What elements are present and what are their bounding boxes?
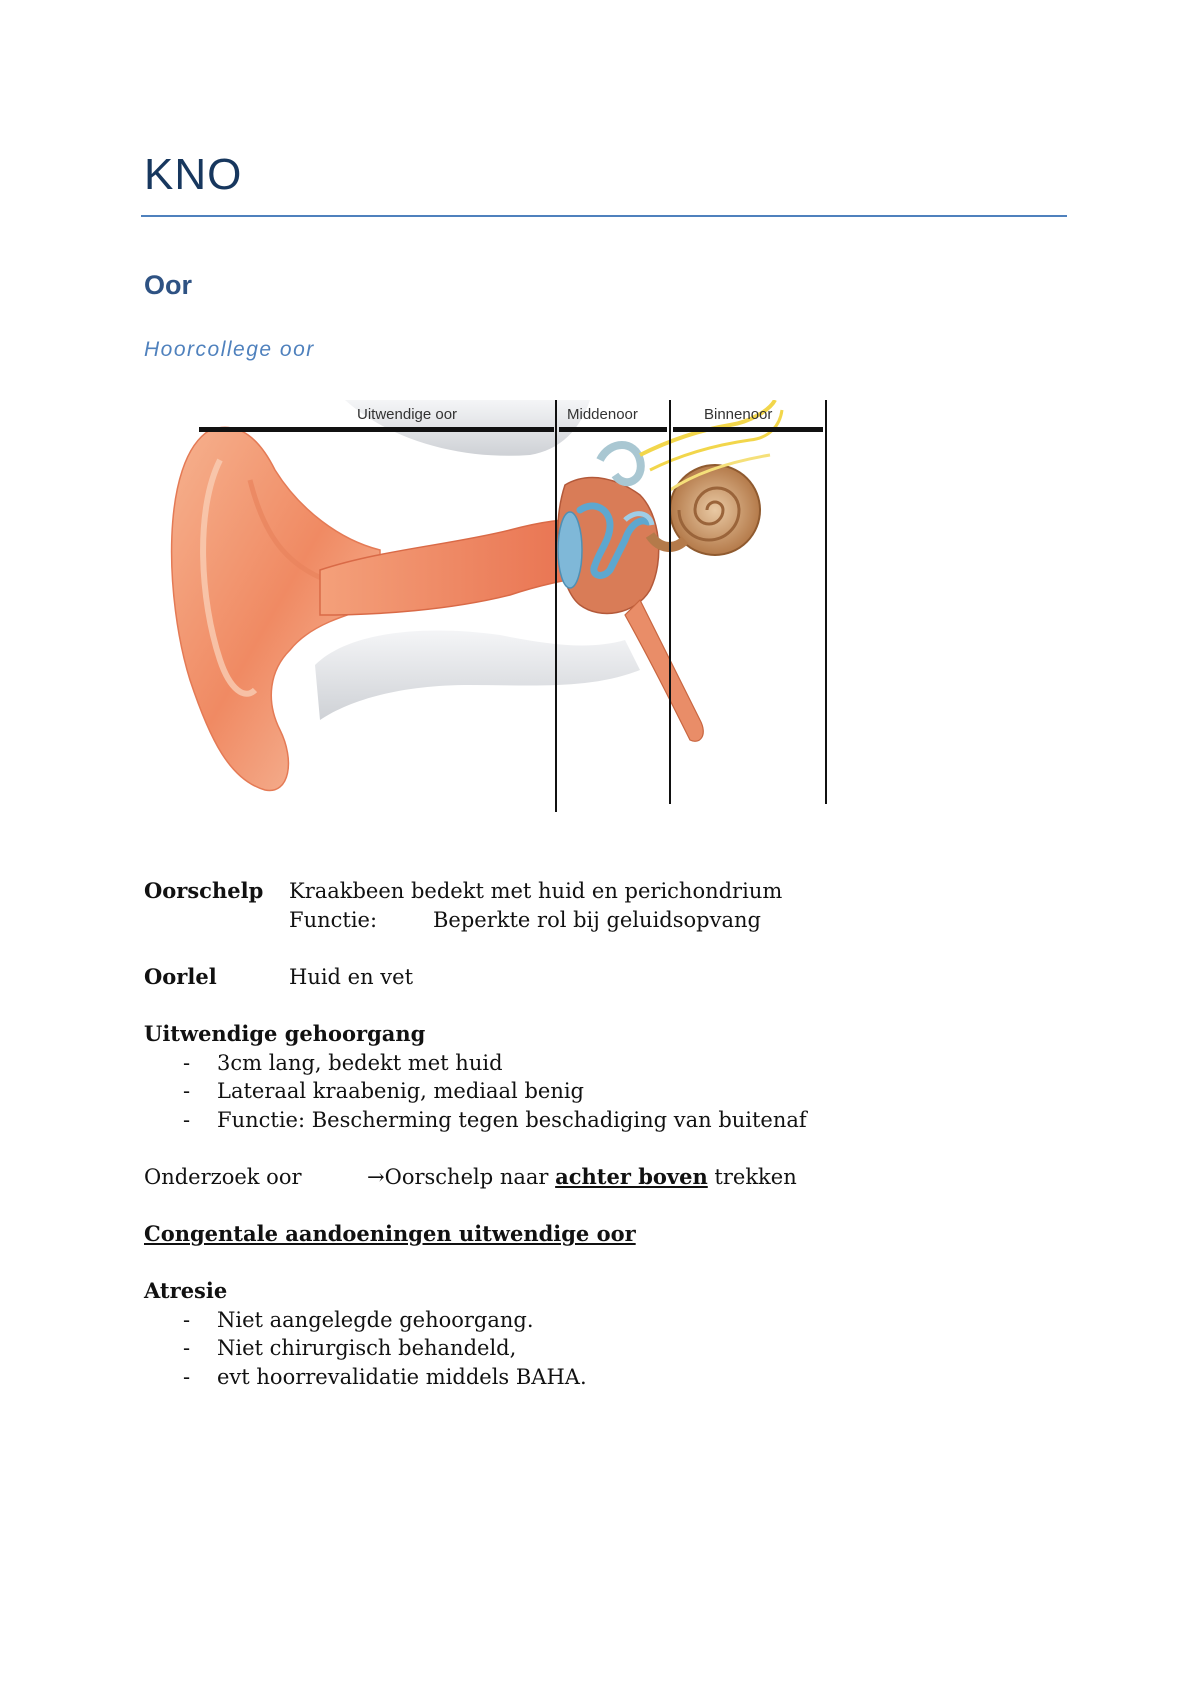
figure-label-uitwendige-oor: Uitwendige oor [357,406,458,423]
list-item-text: Lateraal kraabenig, mediaal benig [217,1079,584,1103]
subsection-heading-hoorcollege: Hoorcollege oor [144,338,315,361]
onderzoek-text-after: trekken [707,1165,797,1189]
list-item-text: evt hoorrevalidatie middels BAHA. [217,1365,587,1389]
label-bar-uitwendige [199,427,554,432]
heading-congenitale-aandoeningen: Congentale aandoeningen uitwendige oor [144,1221,636,1246]
heading-uitwendige-gehoorgang: Uitwendige gehoorgang [144,1021,426,1046]
arrow-icon: → [367,1165,385,1189]
figure-label-binnenoor: Binnenoor [704,406,773,423]
ear-anatomy-illustration [170,400,835,838]
page-title: KNO [144,150,243,199]
label-bar-middenoor [559,427,667,432]
onderzoek-instruction [367,1163,797,1191]
oorschelp-description: Kraakbeen bedekt met huid en perichondrium [289,879,783,903]
label-bar-binnenoor [673,427,823,432]
list-item-text: 3cm lang, bedekt met huid [217,1051,503,1075]
list-item-text: Niet aangelegde gehoorgang. [217,1308,534,1332]
eardrum-shape [558,512,582,588]
lower-bone-shape [315,630,640,720]
oorlel-description: Huid en vet [289,965,414,989]
ear-canal [320,519,595,615]
onderzoek-text-before: Oorschelp naar [384,1165,556,1189]
list-item-text: Functie: Bescherming tegen beschadiging van buitenaf [217,1108,807,1132]
semicircular-canals [600,445,641,482]
title-underline [141,215,1067,217]
term-oorlel: Oorlel [144,964,217,989]
figure-label-middenoor: Middenoor [567,406,638,423]
ear-anatomy-figure [170,400,835,838]
oorschelp-function-label: Functie: [289,908,378,932]
heading-atresie: Atresie [144,1278,228,1303]
onderzoek-label: Onderzoek oor [144,1165,302,1189]
onderzoek-emphasis: achter boven [555,1164,708,1189]
oorschelp-function-text: Beperkte rol bij geluidsopvang [433,908,761,932]
list-item-text: Niet chirurgisch behandeld, [217,1336,517,1360]
term-oorschelp: Oorschelp [144,878,264,903]
section-heading-oor: Oor [144,270,193,300]
